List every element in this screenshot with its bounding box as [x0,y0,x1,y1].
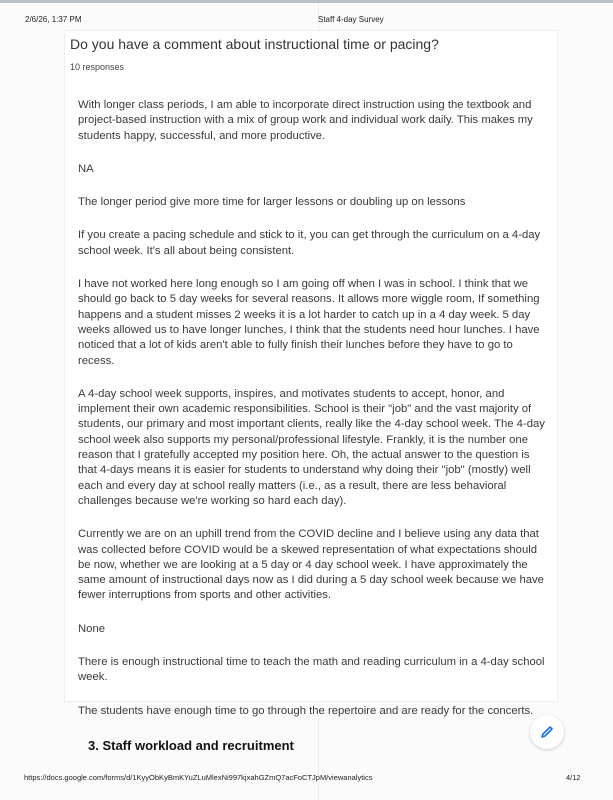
response-item: NA [78,162,94,175]
print-datetime: 2/6/26, 1:37 PM [25,15,82,24]
response-item: The longer period give more time for larger lessons or doubling up on lessons [78,196,466,209]
response-item: The students have enough time to go through the repertoire and are ready for the concerts. [78,704,534,717]
pencil-icon [539,724,555,740]
response-item: A 4-day school week supports, inspires, and motivates students to accept, honor, and implement their own academic responsibilities. School is their "job" and the vast majority of students, our primary and most important clients, really like the 4-day school week. The 4-day school week also supports my personal/professional lifestyle. Frankly, it is the number one reason that I gratefully accepted my position here. Oh, the actual answer to the question is that 4-days means it is easier for students to understand why doing their "job" (mostly) well each and every day at school really matters (i.e., as a result, there are less behavioral challenges because we're working so hard each day). [78,387,545,507]
scan-edge [0,0,613,3]
response-item: If you create a pacing schedule and stick to it, you can get through the curriculum on a 4-day school week. It's all about being consistent. [78,229,541,257]
section-heading: 3. Staff workload and recruitment [88,738,294,753]
response-count: 10 responses [70,62,125,72]
page-number: 4/12 [566,773,581,782]
response-item: Currently we are on an uphill trend from the COVID decline and I believe using any data that was collected before COVID would be a skewed representation of what expectations should be now, whether we are looking at a 5 day or 4 day school week. I have approximately the same amount of instructional days now as I did during a 5 day school week because we have fewer interruptions from sports and other activities. [78,528,544,602]
response-item: There is enough instructional time to teach the math and reading curriculum in a 4-day school week. [78,656,545,684]
print-title: Staff 4-day Survey [318,15,384,24]
print-url: https://docs.google.com/forms/d/1KyyObKyBmKYuZLuMlexNi997kjxahGZmQ7acFoCTJpM/viewanalytics [24,773,373,782]
response-item: I have not worked here long enough so I am going off when I was in school. I think that we should go back to 5 day weeks for several reasons. It allows more wiggle room, If something happens and a student misses 2 weeks it is a lot harder to catch up in a 4 day week. 5 day weeks allowed us to have longer lunches, I think that the students need hour lunches. I have noticed that a lot of kids aren't able to fully finish their lunches before they have to go to recess. [78,278,540,367]
response-item: With longer class periods, I am able to incorporate direct instruction using the textbook and project-based instruction with a mix of group work and individual work daily. This makes my students happy, successful, and more productive. [78,99,533,142]
question-title: Do you have a comment about instructional time or pacing? [70,36,439,52]
response-item: None [78,622,106,635]
edit-button[interactable] [530,715,564,749]
response-list [78,98,548,737]
